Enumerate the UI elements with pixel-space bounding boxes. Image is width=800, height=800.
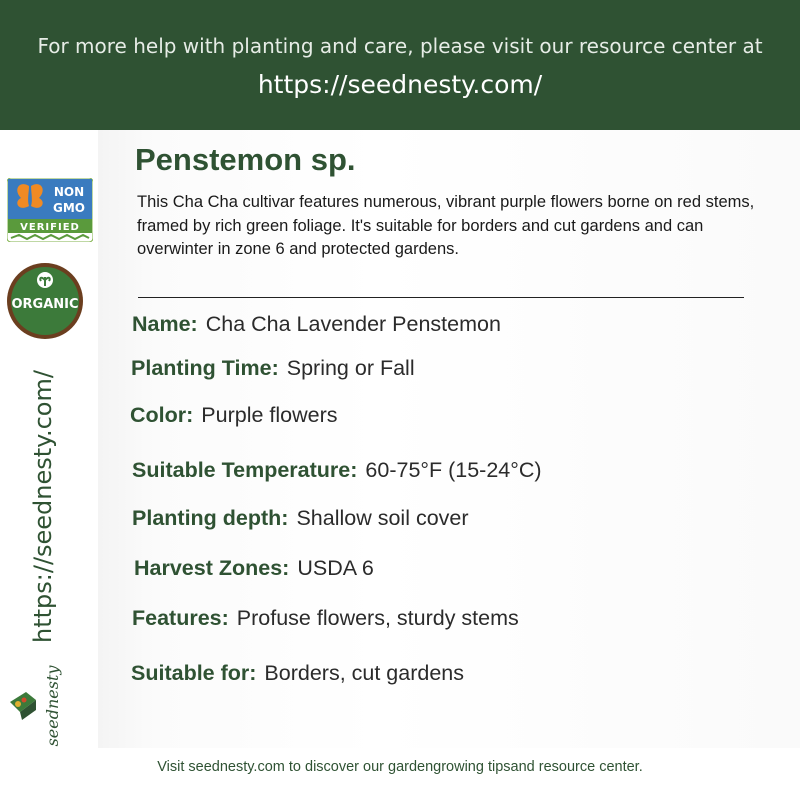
sidebar-url: https://seednesty.com/: [29, 370, 57, 643]
field-name: [132, 312, 501, 337]
non-gmo-verified-badge: [7, 178, 93, 242]
footer-text: Visit seednesty.com to discover our gardengrowing tipsand resource center.: [157, 759, 643, 775]
field-label: Name:: [132, 312, 198, 336]
field-label: Color:: [130, 403, 194, 427]
field-label: Planting depth:: [132, 506, 289, 530]
field-harvest-zones: [134, 556, 374, 581]
field-features: [132, 606, 519, 631]
product-title: Penstemon sp.: [135, 142, 356, 177]
nongmo-text-gmo: GMO: [53, 201, 85, 215]
field-suitable-temperature: [132, 458, 542, 483]
field-suitable-for: [131, 661, 464, 686]
top-banner: [0, 0, 800, 130]
field-label: Suitable Temperature:: [132, 458, 358, 482]
resource-note: For more help with planting and care, please visit our resource center at: [37, 34, 763, 58]
field-value: Borders, cut gardens: [264, 661, 465, 685]
field-label: Suitable for:: [131, 661, 257, 685]
nongmo-text-verified: VERIFIED: [20, 222, 80, 233]
field-value: Spring or Fall: [286, 356, 415, 380]
field-label: Harvest Zones:: [134, 556, 290, 580]
field-planting-depth: [132, 506, 469, 531]
field-value: Purple flowers: [201, 403, 338, 427]
organic-text: ORGANIC: [11, 297, 79, 312]
seednesty-logo: [6, 662, 72, 748]
field-value: Cha Cha Lavender Penstemon: [205, 312, 501, 336]
field-label: Features:: [132, 606, 229, 630]
field-label: Planting Time:: [131, 356, 279, 380]
brand-name: seednesty: [43, 665, 62, 747]
divider: [138, 297, 744, 298]
product-description: This Cha Cha cultivar features numerous, vibrant purple flowers borne on red stems, framed by rich green foliage. It's suitable for borders and cut gardens and can overwinter in zone 6 and protected gardens.: [137, 193, 755, 258]
field-value: Profuse flowers, sturdy stems: [236, 606, 519, 630]
resource-url-link[interactable]: https://seednesty.com/: [257, 70, 543, 99]
field-value: 60-75°F (15-24°C): [365, 458, 542, 482]
field-value: Shallow soil cover: [296, 506, 469, 530]
organic-badge: [6, 262, 84, 340]
field-color: [130, 403, 338, 428]
nongmo-text-non: NON: [53, 185, 85, 199]
field-planting-time: [131, 356, 415, 381]
field-value: USDA 6: [297, 556, 374, 580]
